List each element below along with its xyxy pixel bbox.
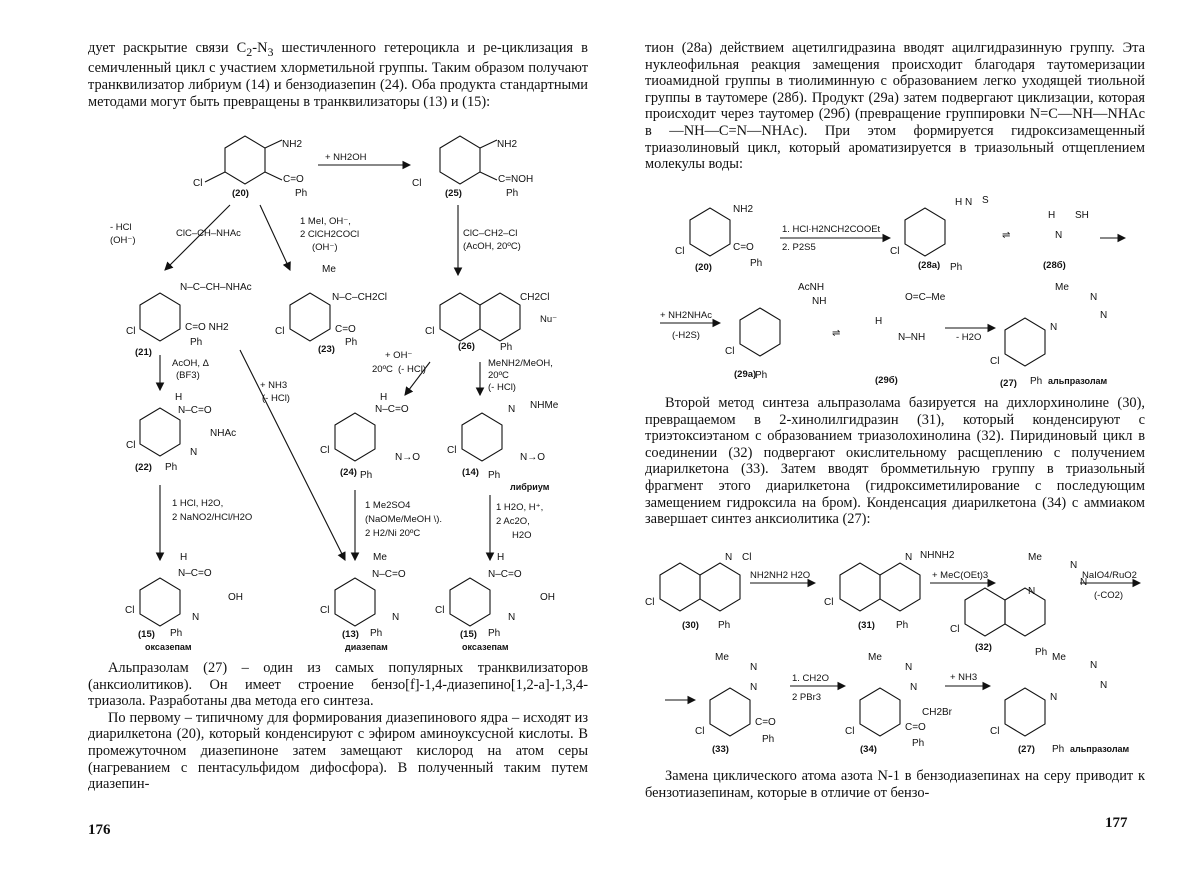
svg-text:Cl: Cl [193,178,203,189]
svg-text:Ph: Ph [488,470,501,481]
svg-text:N–C–CH2Cl: N–C–CH2Cl [332,292,388,303]
svg-text:H: H [875,316,883,327]
svg-text:N: N [508,612,516,623]
svg-text:N–C=O: N–C=O [178,568,212,579]
svg-text:+ MeC(OEt)3: + MeC(OEt)3 [932,570,989,581]
svg-text:Cl: Cl [725,346,735,357]
svg-text:N: N [1100,680,1108,691]
svg-text:CH2Br: CH2Br [922,707,953,718]
svg-text:ClC–CH–NHAc: ClC–CH–NHAc [176,228,241,239]
svg-text:Cl: Cl [950,624,960,635]
svg-text:(OH⁻): (OH⁻) [110,235,136,246]
svg-text:Ph: Ph [1035,647,1048,658]
svg-text:(27): (27) [1018,744,1035,755]
compound-30-structure [660,563,740,611]
svg-text:Nu⁻: Nu⁻ [540,314,558,325]
reagent-nh2oh: + NH2OH [325,152,367,163]
svg-text:Me: Me [373,552,387,563]
svg-text:O=C–Me: O=C–Me [905,292,946,303]
svg-text:C=O: C=O [755,717,776,728]
svg-text:(AcOH, 20ºC): (AcOH, 20ºC) [463,241,521,252]
svg-text:20ºC: 20ºC [372,364,393,375]
svg-text:⇌: ⇌ [832,328,841,339]
svg-text:(- HCl): (- HCl) [262,393,290,404]
svg-text:(-CO2): (-CO2) [1094,590,1124,601]
svg-text:N: N [508,404,516,415]
svg-text:1 MeI, OH⁻,: 1 MeI, OH⁻, [300,216,351,227]
right-intro-text: тион (28а) действием ацетилгидразина вводят ацилгидразинную группу. Эта нуклеофильная реакция замещения происходит благодаря таутомеризации тиоамидной группы в тиолиминную с образованием легко уходящей тиольной группы в таутомере (28б). Продукт (29а) затем подвергают циклизации, которая происходит через таутомер (29б) (превращение группировки N=C—NH—NHAc в —NH—C=N—NHAc). При этом формируется гидроксизамещенный триазолиновый цикл, который ароматизируется в триазольный отщеплением молекулы воды: [645,40,1145,173]
svg-text:NH2NH2 H2O: NH2NH2 H2O [750,570,811,581]
svg-text:Ph: Ph [750,258,763,269]
compound-13-structure [335,578,375,626]
svg-text:Ph: Ph [762,734,775,745]
svg-text:(21): (21) [135,347,152,358]
svg-text:(14): (14) [462,467,479,478]
svg-text:N: N [905,662,913,673]
svg-text:оксазепам: оксазепам [145,642,192,652]
svg-text:Cl: Cl [126,440,136,451]
svg-text:N: N [392,612,400,623]
svg-text:(26): (26) [458,341,475,352]
svg-text:- HCl: - HCl [110,222,132,233]
svg-text:NaIO4/RuO2: NaIO4/RuO2 [1082,570,1137,581]
paragraph-method2: Второй метод синтеза альпразолама базируется на дихлорхинолине (30), превращаемом в 2-хинолилгидразин (31), который конденсируют с триэтоксиэтаном с образованием триазолохинолина (32). Пиридиновый цикл в соединении (32) подвергают окислительному расщеплению с получением диарилкетона (33). Затем вводят бромметильную группу в триазольный фрагмент этого диарилкетона (гидроксиметилирование с последующим замещением гидроксила на бром). Конденсация диарилкетона (34) с аммиаком завершает синтез анксиолитика (27): [645,395,1145,528]
compound-15b-structure [450,578,490,626]
svg-text:N: N [1050,692,1058,703]
svg-text:либриум: либриум [510,482,550,492]
svg-text:(33): (33) [712,744,729,755]
svg-text:SH: SH [1075,210,1089,221]
compound-21-structure [140,293,180,341]
compound-14-structure [462,413,502,461]
svg-text:(29б): (29б) [875,375,898,386]
svg-text:Me: Me [1052,652,1066,663]
svg-text:Cl: Cl [425,326,435,337]
svg-text:AcNH: AcNH [798,282,825,293]
svg-text:(13): (13) [342,629,359,640]
svg-text:1 HCl, H2O,: 1 HCl, H2O, [172,498,224,509]
svg-text:+ NH3: + NH3 [950,672,978,683]
svg-text:Ph: Ph [370,628,383,639]
svg-text:Cl: Cl [275,326,285,337]
svg-text:(15): (15) [138,629,155,640]
left-intro-text: дует раскрытие связи $C_2-N_3$ шестичленного гетероцикла и ре-циклизация в семичленный цикл с участием хлорметильной группы. Таким образом получают транквилизатор либриум (14) и бензодиазепин (24). Оба продукта стандартными методами могут быть превращены в транквилизаторы (13) и (15): [88,40,588,110]
svg-text:MeNH2/MeOH,: MeNH2/MeOH, [488,358,553,369]
svg-text:Cl: Cl [695,726,705,737]
svg-text:1 Me2SO4: 1 Me2SO4 [365,500,411,511]
svg-text:Me: Me [322,264,336,275]
compound-22-structure [140,408,180,456]
svg-text:Cl: Cl [126,326,136,337]
svg-text:(27): (27) [1000,378,1017,389]
svg-text:Ph: Ph [1052,744,1065,755]
svg-text:1. CH2O: 1. CH2O [792,673,829,684]
svg-text:Cl: Cl [125,605,135,616]
svg-text:Ph: Ph [912,738,925,749]
svg-text:N–C=O: N–C=O [488,569,522,580]
svg-text:Me: Me [868,652,882,663]
svg-text:Cl: Cl [412,178,422,189]
svg-text:Cl: Cl [320,445,330,456]
svg-text:C=O: C=O [283,174,304,185]
svg-text:N–C=O: N–C=O [375,404,409,415]
left-reaction-scheme [0,0,600,680]
svg-text:AcOH, Δ: AcOH, Δ [172,358,209,369]
svg-text:N–NH: N–NH [898,332,926,343]
svg-text:(22): (22) [135,462,152,473]
compound-15a-structure [140,578,180,626]
svg-text:N: N [190,447,198,458]
svg-text:Ph: Ph [718,620,731,631]
svg-text:2 H2/Ni 20ºC: 2 H2/Ni 20ºC [365,528,421,539]
svg-text:C=O NH2: C=O NH2 [185,322,229,333]
compound-27b-structure [1005,688,1045,736]
svg-text:C=O: C=O [905,722,926,733]
svg-text:H: H [1048,210,1056,221]
svg-text:N→O: N→O [395,452,420,463]
svg-text:Cl: Cl [845,726,855,737]
compound-25-structure [440,136,497,184]
svg-text:Cl: Cl [320,605,330,616]
svg-text:OH: OH [228,592,243,603]
svg-text:(BF3): (BF3) [176,370,200,381]
svg-text:NH2: NH2 [282,139,303,150]
svg-text:N: N [750,682,758,693]
svg-text:N: N [1090,292,1098,303]
svg-text:H: H [380,392,388,403]
svg-text:Ph: Ph [506,188,519,199]
svg-text:(29a): (29a) [734,369,757,380]
svg-text:NH2: NH2 [733,204,754,215]
svg-text:(34): (34) [860,744,877,755]
svg-text:альпразолам: альпразолам [1070,744,1130,754]
svg-text:(30): (30) [682,620,699,631]
left-text-bottom [88,660,588,793]
svg-text:C=O: C=O [335,324,356,335]
label-20: (20) [232,188,249,199]
svg-text:альпразолам: альпразолам [1048,376,1108,386]
svg-text:C=NOH: C=NOH [498,174,534,185]
compound-33-structure [710,688,750,736]
svg-text:+ NH3: + NH3 [260,380,288,391]
compound-24-structure [335,413,375,461]
svg-text:Ph: Ph [295,188,308,199]
label-25: (25) [445,188,462,199]
svg-text:- H2O: - H2O [956,332,982,343]
svg-text:Ph: Ph [755,370,768,381]
svg-text:N→O: N→O [520,452,545,463]
svg-text:ClC–CH2–Cl: ClC–CH2–Cl [463,228,518,239]
svg-text:NHMe: NHMe [530,400,559,411]
svg-text:Ph: Ph [165,462,178,473]
svg-text:2 Ac2O,: 2 Ac2O, [496,516,530,527]
svg-text:N–C=O: N–C=O [372,569,406,580]
compound-34-structure [860,688,900,736]
compound-31-structure [840,563,920,611]
svg-text:Cl: Cl [435,605,445,616]
svg-text:Ph: Ph [488,628,501,639]
svg-text:2 ClCH2COCl: 2 ClCH2COCl [300,229,360,240]
svg-text:(15): (15) [460,629,477,640]
svg-text:N: N [192,612,200,623]
svg-text:+ NH2NHAc: + NH2NHAc [660,310,712,321]
svg-text:1. HCl·H2NCH2COOEt: 1. HCl·H2NCH2COOEt [782,224,881,235]
svg-text:2 PBr3: 2 PBr3 [792,692,822,703]
svg-text:NHAc: NHAc [210,428,237,439]
svg-text:Me: Me [715,652,729,663]
svg-text:Ph: Ph [896,620,909,631]
svg-text:N: N [910,682,918,693]
svg-text:(28б): (28б) [1043,260,1066,271]
page-number-right: 177 [1105,815,1128,831]
svg-text:N: N [725,552,733,563]
svg-text:Cl: Cl [990,726,1000,737]
svg-text:⇌: ⇌ [1002,230,1011,241]
svg-text:Cl: Cl [447,445,457,456]
svg-text:NHNH2: NHNH2 [920,550,955,561]
svg-text:диазепам: диазепам [345,642,388,652]
svg-text:H N: H N [955,197,973,208]
paragraph-method1: По первому – типичному для формирования диазепинового ядра – исходят из диарилкетона (20), который конденсируют с эфиром аминоуксусной кислоты. В промежуточном диазепиноне затем замещают кислород на атом серы (нагреванием с пентасульфидом дифосфора). В полученный таким путем диазепин- [88,709,588,793]
compound-20-structure [205,136,282,184]
svg-text:Cl: Cl [645,597,655,608]
svg-text:(24): (24) [340,467,357,478]
svg-text:Cl: Cl [742,552,752,563]
svg-text:S: S [982,195,989,206]
svg-text:NH2: NH2 [497,139,518,150]
svg-text:(- HCl): (- HCl) [488,382,516,393]
svg-text:Cl: Cl [990,356,1000,367]
svg-text:N: N [1090,660,1098,671]
svg-text:N: N [1080,577,1088,588]
svg-text:2. P2S5: 2. P2S5 [782,242,816,253]
svg-text:OH: OH [540,592,555,603]
svg-text:Cl: Cl [675,246,685,257]
svg-text:(28a): (28a) [918,260,941,271]
svg-text:(-H2S): (-H2S) [672,330,700,341]
svg-text:20ºC: 20ºC [488,370,509,381]
svg-text:C=O: C=O [733,242,754,253]
svg-text:N: N [1050,322,1058,333]
svg-text:Cl: Cl [824,597,834,608]
svg-text:Ph: Ph [190,337,203,348]
svg-text:(20): (20) [695,262,712,273]
svg-text:Ph: Ph [345,337,358,348]
svg-text:(OH⁻): (OH⁻) [312,242,338,253]
svg-text:оксазепам: оксазепам [462,642,509,652]
svg-text:N: N [1070,560,1078,571]
svg-text:+ OH⁻: + OH⁻ [385,350,413,361]
svg-text:H: H [497,552,505,563]
svg-text:Ph: Ph [950,262,963,273]
page-number-left: 176 [88,822,111,838]
paragraph-benzothiazepines: Замена циклического атома азота N-1 в бензодиазепинах на серу приводит к бензотиазепинам, которые в отличие от бензо- [645,768,1145,801]
svg-text:Me: Me [1055,282,1069,293]
svg-text:N–C=O: N–C=O [178,405,212,416]
svg-text:2 NaNO2/HCl/H2O: 2 NaNO2/HCl/H2O [172,512,253,523]
svg-text:(23): (23) [318,344,335,355]
paragraph-alprazolam: Альпразолам (27) – один из самых популярных транквилизаторов (анксиолитиков). Он имеет строение бензо[f]-1,4-диазепино[1,2-a]-1,3,4-триазола. Разработаны два метода его синтеза. [88,660,588,710]
right-scheme-2 [600,0,1200,874]
svg-text:(31): (31) [858,620,875,631]
svg-text:Cl: Cl [890,246,900,257]
svg-text:Ph: Ph [360,470,373,481]
svg-text:N–C–CH–NHAc: N–C–CH–NHAc [180,282,252,293]
svg-text:H: H [180,552,188,563]
compound-26-structure [440,293,520,341]
svg-text:CH2Cl: CH2Cl [520,292,550,303]
svg-text:NH: NH [812,296,827,307]
svg-text:H2O: H2O [512,530,532,541]
svg-text:N: N [1028,586,1036,597]
svg-text:(- HCl): (- HCl) [398,364,426,375]
svg-text:N: N [1100,310,1108,321]
compound-23-structure [290,293,330,341]
svg-text:1 H2O, H⁺,: 1 H2O, H⁺, [496,502,544,513]
svg-text:Ph: Ph [1030,376,1043,387]
svg-text:(32): (32) [975,642,992,653]
svg-text:(NaOMe/MeOH \).: (NaOMe/MeOH \). [365,514,443,525]
svg-text:Me: Me [1028,552,1042,563]
svg-text:Ph: Ph [500,342,513,353]
svg-text:Ph: Ph [170,628,183,639]
svg-text:N: N [905,552,913,563]
svg-text:H: H [175,392,183,403]
svg-text:N: N [750,662,758,673]
svg-text:N: N [1055,230,1063,241]
right-page [600,0,1200,874]
right-text-bottom [645,768,1145,801]
